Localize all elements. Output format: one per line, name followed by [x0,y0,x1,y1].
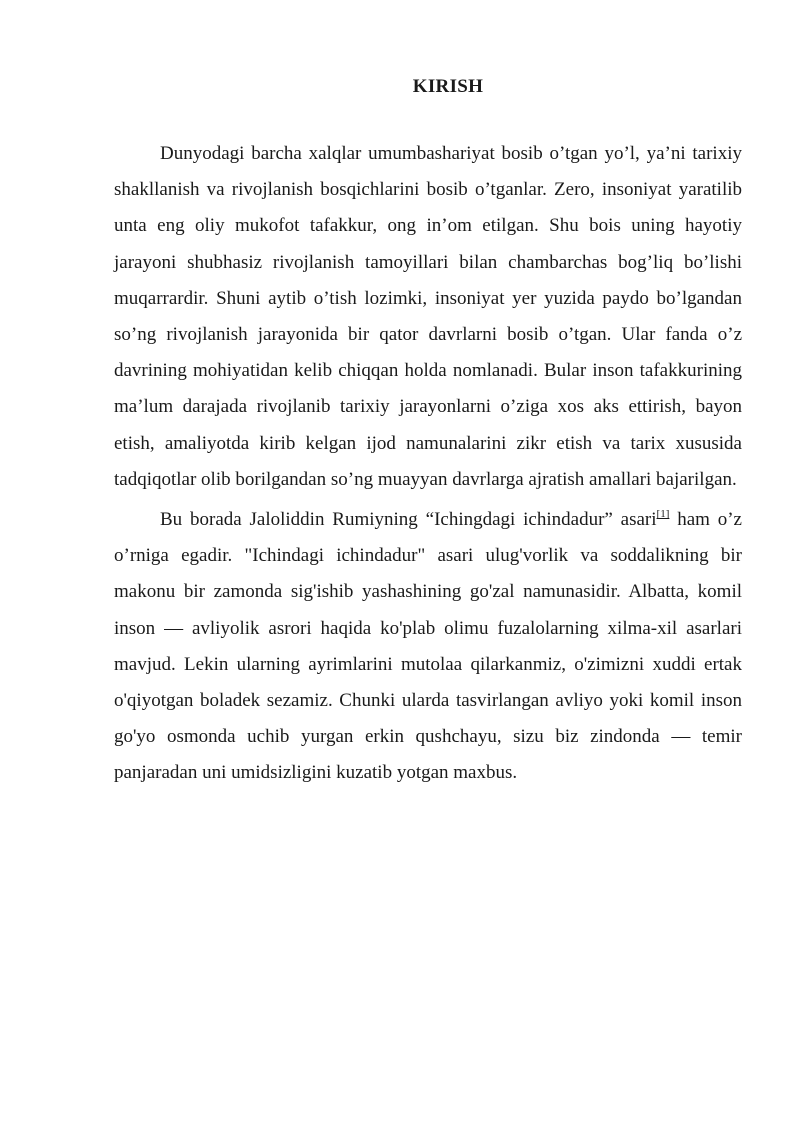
page-heading: KIRISH [412,76,484,97]
paragraph-2-rest: ham o’z o’rniga egadir. "Ichindagi ichindadur" asari ulug'vorlik va soddalikning bir makonu bir zamonda sig'ishib yashashining go'zal namunasidir. Albatta, komil inson — avliyolik asrori haqida ko'plab olimu fuzalolarning xilma-xil asarlari mavjud. Lekin ularning ayrimlarini mutolaa qilarkanmiz, o'zimizni xuddi ertak o'qiyotgan boladek sezamiz. Chunki ularda tasvirlangan avliyo yoki komil inson go'yo osmonda uchib yurgan erkin qushchayu, sizu biz zindonda — temir panjaradan uni umidsizligini kuzatib yotgan maxbus. [114,509,742,784]
paragraph-2 [114,502,742,792]
paragraph-1: Dunyodagi barcha xalqlar umumbashariyat bosib o’tgan yo’l, ya’ni tarixiy shakllanish va rivojlanish bosqichlarini bosib o’tganlar. Zero, insoniyat yaratilib unta eng oliy mukofot tafakkur, ong in’om etilgan. Shu bois uning hayotiy jarayoni shubhasiz rivojlanish tamoyillari bilan chambarchas bog’liq bo’lishi muqarrardir. Shuni aytib o’tish lozimki, insoniyat yer yuzida paydo bo’lgandan so’ng rivojlanish jarayonida bir qator davrlarni bosib o’tgan. Ular fanda o’z davrining mohiyatidan kelib chiqqan holda nomlanadi. Bular inson tafakkurining ma’lum darajada rivojlanib tarixiy jarayonlarni o’ziga xos aks ettirish, bayon etish, amaliyotda kirib kelgan ijod namunalarini zikr etish va tarix xususida tadqiqotlar olib borilgandan so’ng muayyan davrlarga ajratish amallari bajarilgan. [114,143,742,490]
footnote-reference-link[interactable]: [1] [656,508,670,521]
body-text [114,136,742,792]
paragraph-2-lead: Bu borada Jaloliddin Rumiyning “Ichingdagi ichindadur” asari [160,509,657,531]
